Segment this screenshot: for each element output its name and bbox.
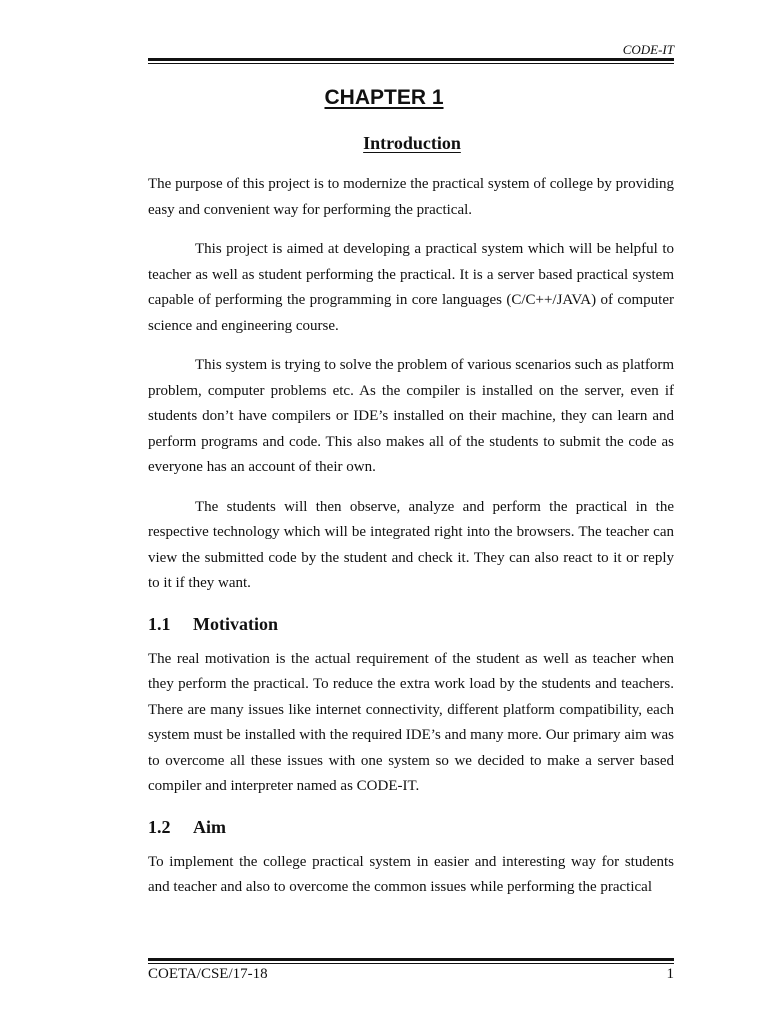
motivation-paragraph: The real motivation is the actual requirement of the student as well as teacher when they perform the practical. To reduce the extra work load by the students and teachers. There are many issues like internet connectivity, different platform compatibility, each system must be installed with the required IDE’s and many more. Our primary aim was to overcome all these issues with one system so we decided to make a server based compiler and interpreter named as CODE-IT. bbox=[148, 650, 674, 794]
footer-rule bbox=[148, 958, 674, 964]
intro-paragraph: The students will then observe, analyze and perform the practical in the respective technology which will be integrated right into the browsers. The teacher can view the submitted code by the student and check it. They can also react to it or reply to it if they want. bbox=[148, 498, 674, 591]
intro-paragraph: This system is trying to solve the problem of various scenarios such as platform problem, computer problems etc. As the compiler is installed on the server, even if students don’t have compilers or IDE’s installed on their machine, they can learn and perform programs and code. This also makes all of the students to submit the code as everyone has an account of their own. bbox=[148, 357, 674, 475]
running-header: CODE-IT bbox=[622, 42, 674, 57]
body-text bbox=[148, 172, 674, 915]
chapter-title: CHAPTER 1 bbox=[324, 86, 444, 109]
section-title: Motivation bbox=[193, 613, 278, 634]
intro-paragraph: The purpose of this project is to modernize the practical system of college by providing easy and convenient way for performing the practical. bbox=[148, 176, 674, 218]
section-number: 1.1 bbox=[148, 613, 171, 634]
header-rule bbox=[148, 58, 674, 64]
section-heading-aim bbox=[148, 816, 674, 838]
section-title: Aim bbox=[193, 816, 226, 837]
section-heading-motivation bbox=[148, 613, 674, 635]
intro-paragraph: This project is aimed at developing a practical system which will be helpful to teacher as well as student performing the practical. It is a server based practical system capable of performing the programming in core languages (C/C++/JAVA) of computer science and engineering course. bbox=[148, 241, 674, 334]
page-number: 1 bbox=[666, 966, 674, 982]
aim-paragraph: To implement the college practical system in easier and interesting way for students and teacher and also to overcome the common issues while performing the practical bbox=[148, 853, 674, 895]
footer-course-code: COETA/CSE/17-18 bbox=[148, 966, 268, 982]
section-number: 1.2 bbox=[148, 816, 171, 837]
introduction-heading: Introduction bbox=[363, 133, 461, 153]
